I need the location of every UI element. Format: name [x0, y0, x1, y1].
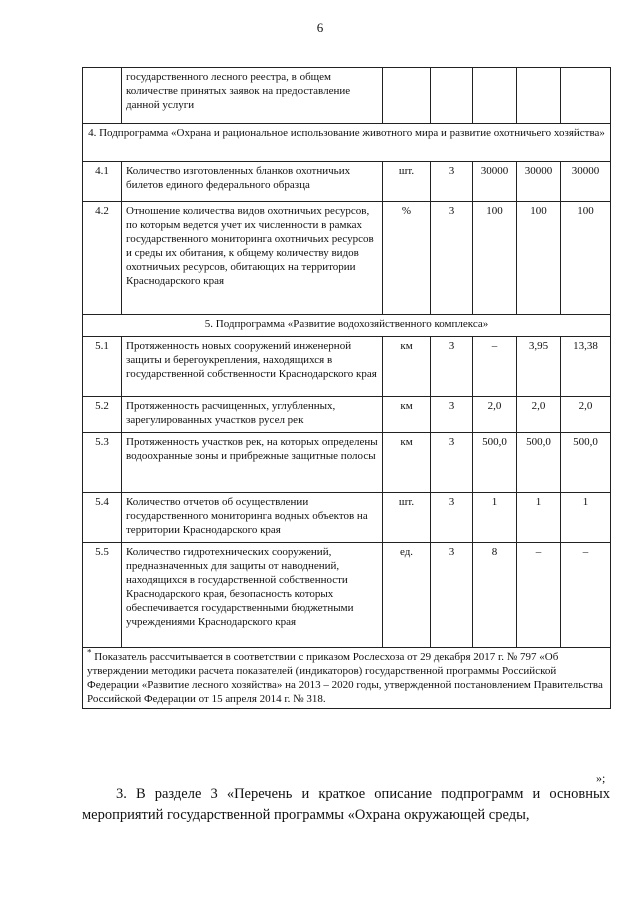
table-row — [83, 202, 611, 315]
footnote-marker: * — [87, 647, 92, 658]
cell-unit: км — [383, 397, 431, 433]
cell-rank: 3 — [431, 493, 473, 543]
table-row — [83, 397, 611, 433]
cell-value-2: 2,0 — [517, 397, 561, 433]
section-heading: 5. Подпрограмма «Развитие водохозяйственного комплекса» — [83, 315, 611, 337]
cell-indicator-name: Количество отчетов об осуществлении государственного мониторинга водных объектов на территории Краснодарского края — [122, 493, 383, 543]
cell-value-2: 1 — [517, 493, 561, 543]
cell-value-2: 30000 — [517, 162, 561, 202]
table-row — [83, 433, 611, 493]
cell-indicator-name: Протяженность расчищенных, углубленных, зарегулированных участков русел рек — [122, 397, 383, 433]
closing-quote: »; — [596, 771, 606, 785]
cell-unit: шт. — [383, 493, 431, 543]
cell-number: 5.4 — [83, 493, 122, 543]
cell-value-2: – — [517, 543, 561, 648]
page-number: 6 — [316, 20, 324, 35]
table-row — [83, 543, 611, 648]
footnote-text: Показатель рассчитывается в соответствии с приказом Рослесхоза от 29 декабря 2017 г. № 797 «Об утверждении методики расчета показателей (индикаторов) государственной программы Российской Федерации «Развитие лесного хозяйства» на 2013 – 2020 годы, утвержденной постановлением Правительства Российской Федерации от 15 апреля 2014 г. № 318. — [87, 651, 603, 705]
cell-value-2: 100 — [517, 202, 561, 315]
cell-indicator-name: Количество изготовленных бланков охотничьих билетов единого федерального образца — [122, 162, 383, 202]
cell-rank: 3 — [431, 433, 473, 493]
cell-value-1: 1 — [473, 493, 517, 543]
cell-indicator-name: Количество гидротехнических сооружений, предназначенных для защиты от наводнений, находящихся в государственной собственности Краснодарского края, безопасность которых обеспечивается государственными бюджетными учреждениями Краснодарского края — [122, 543, 383, 648]
table-row — [83, 337, 611, 397]
cell-unit: % — [383, 202, 431, 315]
cell-unit — [383, 68, 431, 124]
table-row — [83, 493, 611, 543]
cell-rank: 3 — [431, 397, 473, 433]
section-row — [83, 315, 611, 337]
cell-number: 4.1 — [83, 162, 122, 202]
cell-value-1: 100 — [473, 202, 517, 315]
cell-value-1: 500,0 — [473, 433, 517, 493]
footnote — [83, 648, 611, 709]
cell-value-1 — [473, 68, 517, 124]
cell-value-3: 2,0 — [561, 397, 611, 433]
cell-indicator-name: Протяженность новых сооружений инженерной защиты и берегоукрепления, находящихся в государственной собственности Краснодарского края — [122, 337, 383, 397]
cell-number — [83, 68, 122, 124]
cell-value-1: 8 — [473, 543, 517, 648]
cell-unit: км — [383, 433, 431, 493]
section-row — [83, 124, 611, 162]
cell-rank: 3 — [431, 543, 473, 648]
section-heading: 4. Подпрограмма «Охрана и рациональное использование животного мира и развитие охотничьего хозяйства» — [83, 124, 611, 162]
indicators-table — [82, 67, 611, 709]
cell-number: 5.3 — [83, 433, 122, 493]
cell-value-3: 13,38 — [561, 337, 611, 397]
cell-value-3: 500,0 — [561, 433, 611, 493]
cell-value-2 — [517, 68, 561, 124]
footnote-row — [83, 648, 611, 709]
cell-rank: 3 — [431, 162, 473, 202]
cell-indicator-name: государственного лесного реестра, в общем количестве принятых заявок на предоставление данной услуги — [122, 68, 383, 124]
cell-number: 4.2 — [83, 202, 122, 315]
cell-value-1: – — [473, 337, 517, 397]
cell-value-3: 30000 — [561, 162, 611, 202]
cell-unit: км — [383, 337, 431, 397]
cell-rank — [431, 68, 473, 124]
cell-value-3 — [561, 68, 611, 124]
cell-value-3: 1 — [561, 493, 611, 543]
cell-unit: шт. — [383, 162, 431, 202]
cell-number: 5.1 — [83, 337, 122, 397]
table-row — [83, 162, 611, 202]
body-paragraph: 3. В разделе 3 «Перечень и краткое описание подпрограмм и основных мероприятий государственной программы «Охрана окружающей среды, — [82, 786, 610, 823]
cell-number: 5.2 — [83, 397, 122, 433]
cell-indicator-name: Протяженность участков рек, на которых определены водоохранные зоны и прибрежные защитные полосы — [122, 433, 383, 493]
cell-rank: 3 — [431, 202, 473, 315]
cell-number: 5.5 — [83, 543, 122, 648]
cell-value-2: 500,0 — [517, 433, 561, 493]
cell-unit: ед. — [383, 543, 431, 648]
table-row — [83, 68, 611, 124]
cell-value-3: – — [561, 543, 611, 648]
cell-rank: 3 — [431, 337, 473, 397]
cell-value-1: 30000 — [473, 162, 517, 202]
cell-value-2: 3,95 — [517, 337, 561, 397]
cell-value-3: 100 — [561, 202, 611, 315]
cell-indicator-name: Отношение количества видов охотничьих ресурсов, по которым ведется учет их численности в рамках государственного мониторинга охотничьих ресурсов и среды их обитания, к общему количеству видов охотничьих ресурсов, обитающих на территории Краснодарского края — [122, 202, 383, 315]
cell-value-1: 2,0 — [473, 397, 517, 433]
